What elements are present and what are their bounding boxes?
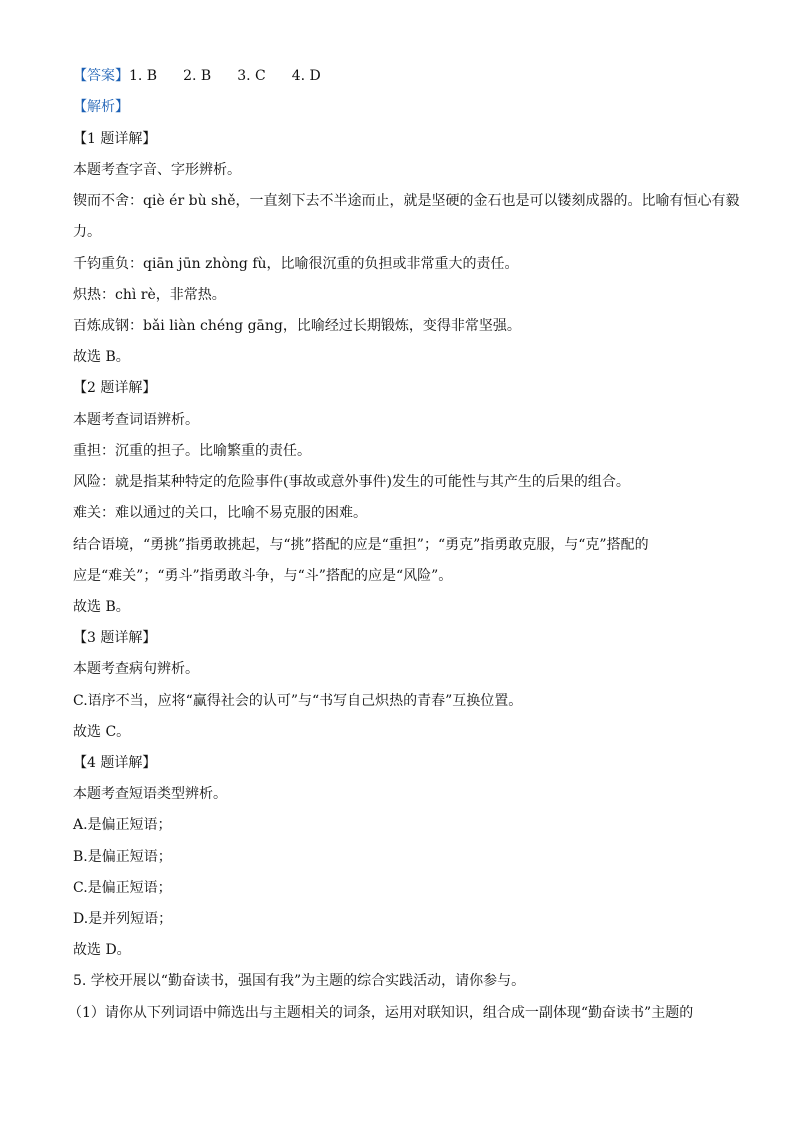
q1-line-1b: 力。 — [73, 224, 101, 240]
q2-line-4: 结合语境，“勇挑”指勇敢挑起，与“挑”搭配的应是“重担”；“勇克”指勇敢克服，与“克”搭配的 — [73, 537, 649, 553]
q2-line-1: 重担：沉重的担子。比喻繁重的责任。 — [73, 443, 311, 459]
q1-line-1: 锲而不舍：qiè ér bù shě，一直刻下去不半途而止，就是坚硬的金石也是可以镂刻成器的。比喻有恒心有毅 — [73, 193, 740, 209]
answer-2: 2. B — [183, 68, 212, 84]
q3-intro: 本题考查病句辨析。 — [73, 661, 199, 677]
q1-intro: 本题考查字音、字形辨析。 — [73, 162, 241, 178]
q2-choice: 故选 B。 — [73, 599, 130, 615]
q2-title: 【2 题详解】 — [73, 380, 157, 396]
q1-choice: 故选 B。 — [73, 349, 130, 365]
q4-option-c: C.是偏正短语； — [73, 880, 172, 896]
q4-option-a: A.是偏正短语； — [73, 817, 172, 833]
q3-title: 【3 题详解】 — [73, 630, 157, 646]
q5-sub-1: （1）请你从下列词语中筛选出与主题相关的词条，运用对联知识，组合成一副体现“勤奋读书”主题的 — [68, 1005, 694, 1021]
q2-line-2: 风险：就是指某种特定的危险事件(事故或意外事件)发生的可能性与其产生的后果的组合。 — [73, 474, 630, 490]
q4-option-d: D.是并列短语； — [73, 911, 173, 927]
q5-stem: 5. 学校开展以“勤奋读书，强国有我”为主题的综合实践活动，请你参与。 — [73, 973, 526, 989]
answer-3: 3. C — [237, 68, 266, 84]
q3-choice: 故选 C。 — [73, 724, 131, 740]
q3-line-1: C.语序不当，应将“赢得社会的认可”与“书写自己炽热的青春”互换位置。 — [73, 693, 523, 709]
answer-1: 1. B — [129, 68, 158, 84]
answer-label: 【答案】 — [73, 68, 129, 84]
q4-choice: 故选 D。 — [73, 942, 131, 958]
q4-title: 【4 题详解】 — [73, 755, 157, 771]
q1-line-4: 百炼成钢：bǎi liàn chéng gāng，比喻经过长期锻炼，变得非常坚强。 — [73, 318, 521, 334]
q2-line-4b: 应是“难关”；“勇斗”指勇敢斗争，与“斗”搭配的应是“风险”。 — [73, 568, 453, 584]
q2-intro: 本题考查词语辨析。 — [73, 412, 199, 428]
q4-option-b: B.是偏正短语； — [73, 849, 172, 865]
answer-4: 4. D — [291, 68, 321, 84]
q1-line-2: 千钧重负：qiān jūn zhòng fù，比喻很沉重的负担或非常重大的责任。 — [73, 256, 519, 272]
q2-line-3: 难关：难以通过的关口，比喻不易克服的困难。 — [73, 505, 367, 521]
answer-line — [73, 66, 321, 86]
q1-title: 【1 题详解】 — [73, 131, 157, 147]
q4-intro: 本题考查短语类型辨析。 — [73, 786, 227, 802]
q1-line-3: 炽热：chì rè，非常热。 — [73, 287, 226, 303]
analysis-label: 【解析】 — [73, 99, 129, 115]
